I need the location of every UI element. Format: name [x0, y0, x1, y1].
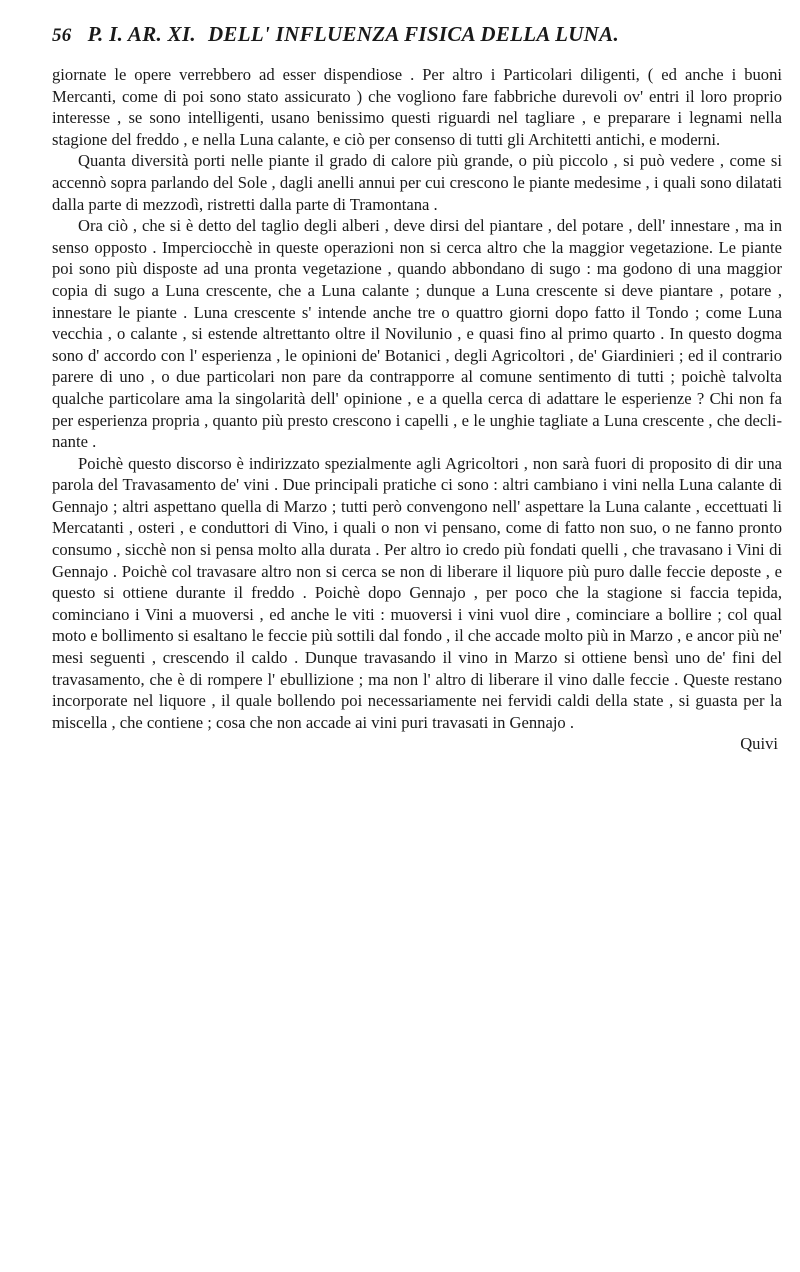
body-text	[52, 64, 782, 733]
catchword: Quivi	[740, 734, 778, 754]
running-title: DELL' INFLUENZA FISICA DELLA LUNA.	[207, 22, 619, 46]
paragraph-timber-cutting: giornate le opere verrebbero ad esser dispendiose . Per altro i Particolari diligenti, ( ed anche i buoni Mercanti, come di poi sono stato assicurato ) che vogliono fare fabbriche durevoli ov' entri il loro proprio interesse , se sono intelligenti, usano benissimo questi riguardi nel tagliare , e preparare i legnami nella stagione del freddo , e nella Luna calante, e ciò per consenso di tutti gli Architetti antichi, e moderni.	[52, 65, 782, 149]
paragraph-tree-rings: Quanta diversità porti nelle piante il grado di calore più grande, o più piccolo , si può vedere , come si accennò sopra parlando del Sole , dagli anelli annui per cui crescono le piante medesime , i quali sono dilatati dalla parte di mezzodì, ristretti dalla parte di Tramontana .	[52, 151, 782, 214]
book-page	[52, 22, 782, 755]
page-number: 56	[52, 25, 72, 46]
running-header	[52, 22, 782, 62]
paragraph-wine-racking: Poichè questo discorso è indirizzato spezialmente agli Agricoltori , non sarà fuori di proposito di dir una parola del Travasamento de' vini . Due principali pratiche ci sono : altri cambiano i vini nella Luna calante di Gennajo ; altri aspettano quella di Marzo ; tutti però convengono nell' aspettare la Luna calante , eccettuati li Mercatanti , osteri , e conduttori di Vino, i quali o non vi pensano, come di fatto non suo, o ne fanno pronto consumo , sicchè non si pensa molto alla durata . Per altro io credo più fondati quelli , che travasano i Vini di Gennajo . Poichè col travasare altro non si cerca se non di liberare il liquore più puro dalle feccie deposte , e questo si ottiene durante il freddo . Poichè dopo Gennajo , per poco che la stagione si faccia tepida, cominciano i Vini a muoversi , ed anche le viti : muoversi i vini vuol dire , cominciare a bollire ; col qual moto e bollimento si esaltano le feccie più sottili dal fondo , il che accade molto più in Marzo , e ancor più ne' mesi seguenti , crescendo il caldo . Dunque travasando il vino in Marzo si ottiene bensì uno de' fini del travasamento, che è di rompere l' ebullizione ; ma non l' altro di liberare il vino dalle feccie . Queste restano incorporate nel liquore , il quale bollendo poi necessariamente nei fervidi caldi della state , si guasta per la miscella , che contiene ; cosa che non accade ai vini puri travasati in Gennajo .	[52, 453, 782, 732]
section-reference: P. I. AR. XI.	[87, 22, 196, 46]
paragraph-planting: Ora ciò , che si è detto del taglio degli alberi , deve dirsi del piantare , del potare , dell' innestare , ma in senso opposto . Imperciocchè in queste operazioni non si cerca altro che la maggior vegetazione. Le piante poi sono più disposte ad una pronta vegetazione , quando abbondano di sugo : ma godono di una maggior copia di sugo a Luna crescente, che a Luna calante ; dunque a Luna crescente si deve piantare , potare , innestare le piante . Luna crescente s' intende anche tre o quattro giorni dopo fatto il Tondo ; come Luna vecchia , o calante , si estende altrettanto oltre il Novilunio , e quasi fino al primo quarto . In questo dogma sono d' accordo con l' esperienza , le opinioni de' Botanici , degli Agricoltori , de' Giardinieri ; ed il contrario parere di uno , o due particolari non pare da contrapporre al comune sentimento di tutti ; poichè talvolta qualche particolare ama la singolarità dell' opinione , e a quella cerca di adattare le esperienze ? Chi non fa per esperienza propria , quanto più presto crescono i capelli , e le unghie tagliate a Luna crescente , che decli- nante .	[52, 216, 782, 452]
